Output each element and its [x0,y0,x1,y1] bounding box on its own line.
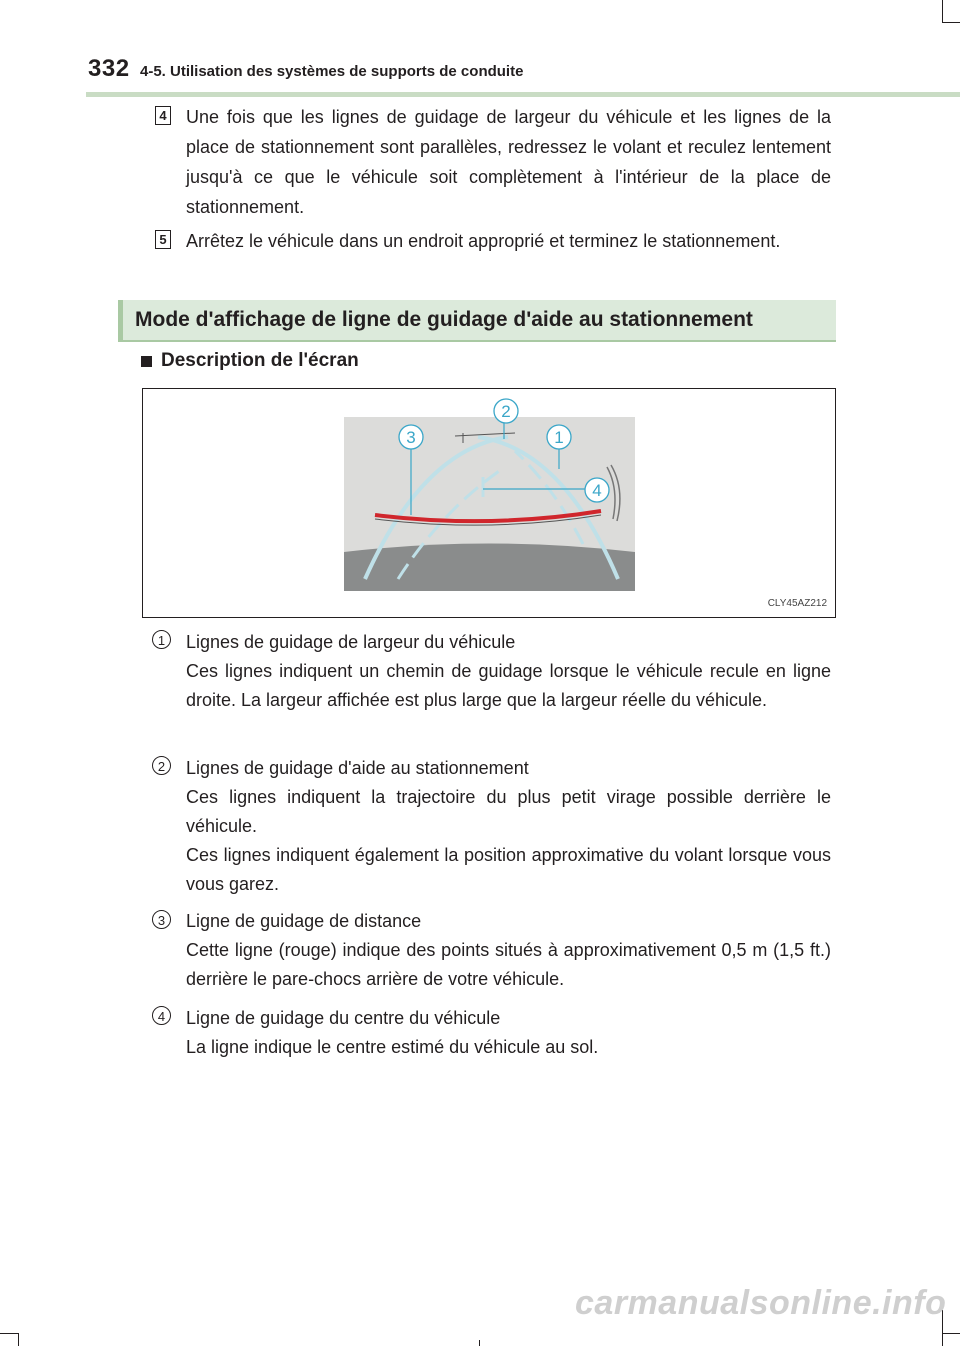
item-title: Ligne de guidage de distance [186,911,422,931]
bullet-square-icon [141,356,152,367]
step-text-4: Une fois que les lignes de guidage de largeur du véhicule et les lignes de la place de stationnement sont parallèles, redressez le volant et reculez lentement jusqu'à ce que le véhicule soit complètement à l'intérieur de la place de stationnement. [186,107,831,217]
crop-mark [942,0,943,22]
step-badge-4: 4 [155,106,171,125]
crop-mark [942,1333,960,1334]
item-text: La ligne indique le centre estimé du véhicule au sol. [186,1037,599,1057]
bumper-shape [344,544,635,592]
item-number-3: 3 [152,910,171,929]
sub-heading: Description de l'écran [161,350,359,371]
svg-text:3: 3 [406,428,416,447]
crop-mark [0,1333,18,1334]
item-number-1: 1 [152,630,171,649]
item-text: Cette ligne (rouge) indique des points situés à approximativement 0,5 m (1,5 ft.) derrière le pare-chocs arrière de votre véhicule. [186,940,831,989]
item-text: Ces lignes indiquent la trajectoire du plus petit virage possible derrière le véhicule. [186,787,831,836]
item-text: Ces lignes indiquent un chemin de guidage lorsque le véhicule recule en ligne droite. La largeur affichée est plus large que la largeur réelle du véhicule. [186,661,831,710]
step-badge-5: 5 [155,230,171,249]
callout-2 [494,399,518,423]
item-1 [186,628,831,715]
camera-screen-illustration [143,389,835,617]
callout-4 [585,478,609,502]
item-number-4: 4 [152,1006,171,1025]
callout-3 [399,425,423,449]
item-2 [186,754,831,899]
svg-text:1: 1 [554,428,564,447]
item-title: Lignes de guidage de largeur du véhicule [186,632,516,652]
item-3 [186,907,831,994]
crop-mark [942,22,960,23]
section-heading-bar [118,300,836,342]
crop-mark [18,1333,19,1346]
camera-screen-figure [142,388,836,618]
figure-code: CLY45AZ212 [767,598,827,609]
item-4 [186,1004,831,1062]
callout-1 [547,425,571,449]
item-number-2: 2 [152,756,171,775]
step-text-5: Arrêtez le véhicule dans un endroit approprié et terminez le stationnement. [186,231,781,251]
watermark: carmanualsonline.info [575,1284,947,1322]
item-title: Lignes de guidage d'aide au stationnement [186,758,529,778]
crop-mark [479,1340,480,1346]
page-number: 332 [88,55,130,82]
item-title: Ligne de guidage du centre du véhicule [186,1008,501,1028]
svg-text:4: 4 [592,481,602,500]
section-heading-accent [118,300,123,340]
header-rule [86,92,960,97]
svg-text:2: 2 [501,402,511,421]
item-text: Ces lignes indiquent également la position approximative du volant lorsque vous vous garez. [186,845,831,894]
section-heading-title: Mode d'affichage de ligne de guidage d'aide au stationnement [135,308,753,331]
section-title: 4-5. Utilisation des systèmes de supports de conduite [140,63,524,80]
